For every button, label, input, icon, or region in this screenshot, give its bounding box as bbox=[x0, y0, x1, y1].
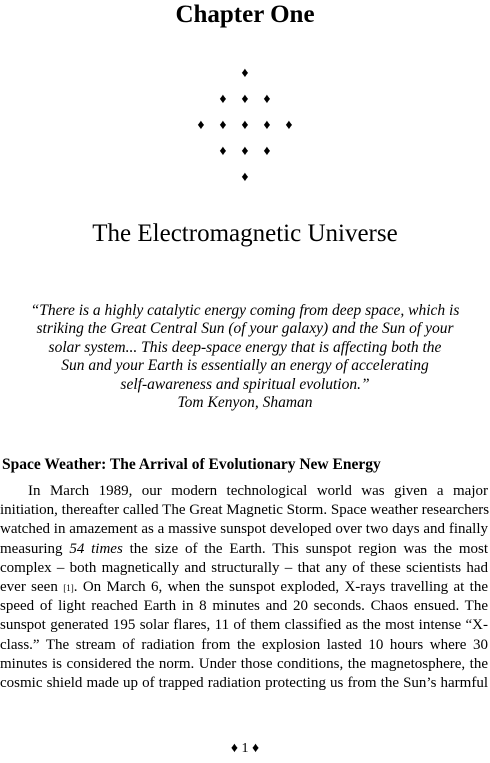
chapter-title: The Electromagnetic Universe bbox=[92, 220, 398, 247]
epigraph-attribution: Tom Kenyon, Shaman bbox=[177, 394, 313, 412]
diamond-icon: ♦ bbox=[241, 92, 249, 107]
line-text: ever seen bbox=[0, 578, 58, 595]
section-heading: Space Weather: The Arrival of Evolutionary New Energy bbox=[2, 456, 381, 473]
line-text: . On March 6, when the sunspot exploded, X-rays travelling at the bbox=[73, 578, 489, 595]
paragraph-line: initiation, thereafter called The Great Magnetic Storm. Space weather researchers bbox=[0, 502, 490, 519]
diamond-icon: ♦ bbox=[241, 66, 249, 81]
diamond-ornament-row-2 bbox=[0, 92, 490, 108]
diamond-ornament-row-4 bbox=[0, 144, 490, 160]
diamond-icon: ♦ bbox=[219, 144, 227, 159]
page-footer bbox=[0, 741, 490, 757]
page-number: 1 bbox=[241, 741, 249, 756]
diamond-icon: ♦ bbox=[241, 118, 249, 133]
diamond-icon: ♦ bbox=[230, 741, 238, 756]
paragraph-line: minutes is considered the norm. Under those conditions, the magnetosphere, the bbox=[0, 655, 488, 672]
diamond-ornament-row-5 bbox=[0, 170, 490, 186]
diamond-icon: ♦ bbox=[263, 92, 271, 107]
paragraph-line: watched in amazement as a massive sunspot developed over two days and finally bbox=[0, 521, 488, 538]
emphasized-text: 54 times bbox=[69, 540, 123, 557]
body-paragraph bbox=[0, 482, 488, 693]
epigraph-quote bbox=[0, 302, 490, 412]
diamond-icon: ♦ bbox=[263, 144, 271, 159]
paragraph-line: cosmic shield made up of trapped radiation protecting us from the Sun’s harmful bbox=[0, 674, 488, 691]
paragraph-line: speed of light reached Earth in 8 minutes and 20 seconds. Chaos ensued. The bbox=[0, 598, 488, 615]
diamond-icon: ♦ bbox=[252, 741, 260, 756]
epigraph-line: solar system... This deep-space energy that is affecting both the bbox=[48, 338, 442, 356]
paragraph-line: sunspot generated 195 solar flares, 11 of them classified as the most intense “X- bbox=[0, 617, 488, 634]
diamond-ornament-row-3 bbox=[0, 118, 490, 134]
reference-marker: [1] bbox=[63, 582, 74, 593]
paragraph-line: In March 1989, our modern technological world was given a major bbox=[28, 483, 488, 499]
paragraph-line: class.” The stream of radiation from the explosion lasted 10 hours where 30 bbox=[0, 636, 488, 653]
diamond-icon: ♦ bbox=[241, 170, 249, 185]
paragraph-line bbox=[0, 578, 488, 597]
diamond-ornament-row-1 bbox=[0, 66, 490, 82]
line-text: measuring bbox=[0, 540, 63, 557]
diamond-icon: ♦ bbox=[197, 118, 205, 133]
chapter-heading: Chapter One bbox=[175, 1, 315, 28]
diamond-icon: ♦ bbox=[285, 118, 293, 133]
diamond-icon: ♦ bbox=[219, 92, 227, 107]
diamond-icon: ♦ bbox=[263, 118, 271, 133]
paragraph-line bbox=[0, 540, 488, 559]
epigraph-line: striking the Great Central Sun (of your galaxy) and the Sun of your bbox=[36, 320, 454, 338]
epigraph-line: “There is a highly catalytic energy coming from deep space, which is bbox=[30, 302, 460, 319]
epigraph-line: self-awareness and spiritual evolution.” bbox=[120, 375, 370, 393]
line-text: the size of the Earth. This sunspot region was the most bbox=[129, 540, 488, 557]
diamond-icon: ♦ bbox=[219, 118, 227, 133]
paragraph-line: complex – both magnetically and structurally – that any of these scientists had bbox=[0, 559, 488, 576]
diamond-icon: ♦ bbox=[241, 144, 249, 159]
epigraph-line: Sun and your Earth is essentially an energy of accelerating bbox=[61, 357, 429, 375]
